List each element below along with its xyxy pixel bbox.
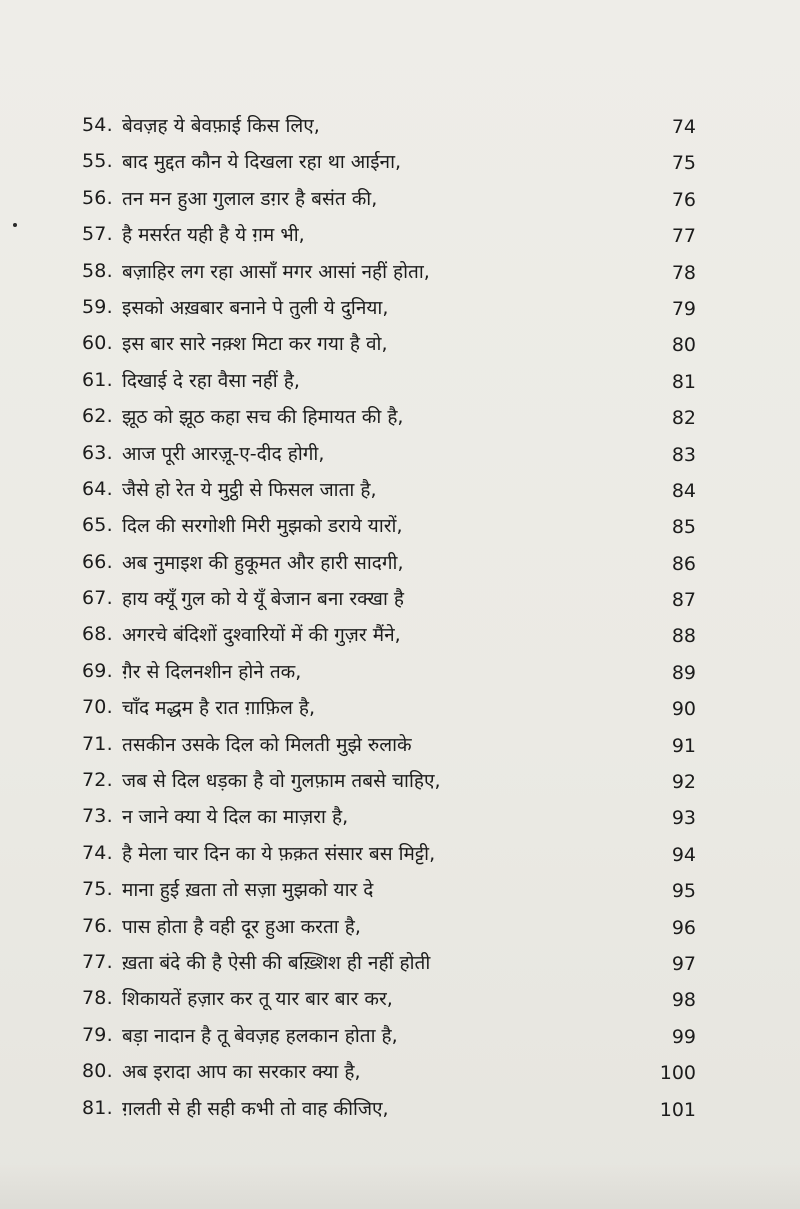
toc-entry [82, 727, 702, 763]
toc-entry-number: 66. [82, 550, 113, 573]
toc-entry-title: शिकायतें हज़ार कर तू यार बार बार कर, [122, 988, 393, 1011]
toc-entry-page-number: 74 [671, 116, 696, 138]
toc-entry-number: 56. [82, 186, 113, 209]
toc-entry [82, 654, 702, 690]
toc-entry-page-number: 83 [671, 443, 696, 466]
toc-entry [82, 472, 702, 508]
toc-entry-page-number: 100 [659, 1062, 696, 1085]
toc-entry [82, 763, 702, 799]
toc-entry-title: ग़ैर से दिलनशीन होने तक, [122, 660, 302, 683]
toc-entry-number: 62. [82, 405, 113, 428]
toc-entry-title: आज पूरी आरज़ू-ए-दीद होगी, [122, 442, 325, 465]
page-bottom-shadow [0, 1164, 800, 1209]
toc-entry-number: 63. [82, 441, 113, 464]
toc-entry [82, 436, 702, 472]
toc-entry-title: बड़ा नादान है तू बेवज़ह हलकान होता है, [122, 1024, 398, 1047]
toc-entry-number: 60. [82, 332, 113, 355]
toc-entry-title: माना हुई ख़ता तो सज़ा मुझको यार दे [122, 879, 374, 902]
toc-entry [82, 217, 702, 253]
toc-entry [82, 108, 702, 144]
toc-entry-title: अगरचे बंदिशों दुश्वारियों में की गुज़र मैंने, [122, 624, 401, 647]
toc-entry-page-number: 88 [671, 625, 696, 648]
toc-entry-number: 70. [82, 696, 113, 719]
toc-entry-title: बज़ाहिर लग रहा आसाँ मगर आसां नहीं होता, [122, 260, 430, 283]
toc-entry-title: दिखाई दे रहा वैसा नहीं है, [122, 369, 300, 392]
toc-entry [82, 545, 702, 581]
toc-entry-number: 72. [82, 769, 113, 792]
toc-entry-title: चाँद मद्धम है रात ग़ाफ़िल है, [122, 697, 315, 720]
toc-entry-title: तन मन हुआ गुलाल डग़र है बसंत की, [122, 187, 378, 210]
toc-entry [82, 290, 702, 326]
toc-entry-title: है मसर्रत यही है ये ग़म भी, [122, 224, 305, 247]
toc-entry-page-number: 97 [671, 952, 696, 975]
toc-entry-page-number: 75 [671, 152, 696, 175]
toc-entry [82, 690, 702, 726]
toc-entry-number: 75. [82, 878, 113, 901]
toc-entry-title: इसको अख़बार बनाने पे तुली ये दुनिया, [122, 296, 389, 319]
toc-entry-number: 58. [82, 259, 113, 282]
toc-entry-number: 76. [82, 914, 113, 937]
toc-entry [82, 909, 702, 945]
toc-entry [82, 799, 702, 835]
toc-entry-page-number: 95 [671, 880, 696, 903]
toc-entry [82, 326, 702, 362]
toc-entry [82, 181, 702, 217]
toc-entry [82, 872, 702, 908]
print-speck [13, 223, 17, 227]
toc-entry-title: जैसे हो रेत ये मुट्ठी से फिसल जाता है, [122, 478, 377, 501]
toc-entry-number: 71. [82, 732, 113, 755]
table-of-contents [82, 108, 702, 1127]
toc-entry-page-number: 101 [659, 1098, 696, 1121]
toc-entry-page-number: 85 [671, 516, 696, 539]
toc-entry-title: झूठ को झूठ कहा सच की हिमायत की है, [122, 406, 404, 429]
toc-entry [82, 399, 702, 435]
toc-entry-page-number: 80 [671, 334, 696, 357]
toc-entry [82, 363, 702, 399]
toc-entry-page-number: 91 [671, 734, 696, 757]
toc-entry-number: 65. [82, 514, 113, 537]
toc-entry-page-number: 92 [671, 771, 696, 794]
toc-entry-title: पास होता है वही दूर हुआ करता है, [122, 915, 361, 938]
toc-entry-page-number: 90 [671, 698, 696, 721]
toc-entry [82, 1091, 702, 1127]
toc-entry-title: ग़लती से ही सही कभी तो वाह कीजिए, [122, 1097, 389, 1120]
toc-entry-page-number: 84 [671, 479, 696, 502]
toc-entry-page-number: 94 [671, 843, 696, 866]
toc-entry-title: अब नुमाइश की हुकूमत और हारी सादगी, [122, 551, 404, 574]
toc-entry-page-number: 98 [671, 989, 696, 1012]
toc-entry-title: है मेला चार दिन का ये फ़क़त संसार बस मिट्टी, [122, 842, 436, 865]
toc-entry-number: 78. [82, 987, 113, 1010]
toc-entry-number: 59. [82, 295, 113, 318]
toc-entry-title: हाय क्यूँ गुल को ये यूँ बेजान बना रक्खा है [122, 588, 404, 611]
toc-entry-number: 54. [82, 114, 113, 136]
toc-entry-page-number: 93 [671, 807, 696, 830]
toc-entry-number: 57. [82, 223, 113, 246]
toc-entry [82, 1018, 702, 1054]
toc-entry-page-number: 87 [671, 589, 696, 612]
toc-entry-number: 79. [82, 1023, 113, 1046]
toc-entry [82, 617, 702, 653]
toc-entry-title: तसकीन उसके दिल को मिलती मुझे रुलाके [122, 733, 412, 756]
toc-entry-number: 69. [82, 659, 113, 682]
toc-entry-title: अब इरादा आप का सरकार क्या है, [122, 1061, 361, 1084]
toc-entry [82, 254, 702, 290]
toc-entry [82, 836, 702, 872]
toc-entry-page-number: 81 [671, 370, 696, 393]
toc-entry-page-number: 89 [671, 661, 696, 684]
toc-entry-number: 81. [82, 1096, 113, 1119]
toc-entry [82, 981, 702, 1017]
toc-entry-page-number: 77 [671, 225, 696, 248]
toc-entry-title: इस बार सारे नक़्श मिटा कर गया है वो, [122, 333, 388, 356]
toc-entry-page-number: 78 [671, 261, 696, 284]
toc-entry-number: 55. [82, 150, 113, 173]
toc-entry-title: न जाने क्या ये दिल का माज़रा है, [122, 806, 349, 829]
toc-entry-page-number: 99 [671, 1025, 696, 1048]
toc-entry [82, 1054, 702, 1090]
toc-entry-title: दिल की सरगोशी मिरी मुझको डराये यारों, [122, 515, 403, 538]
toc-entry-number: 61. [82, 368, 113, 391]
toc-entry [82, 945, 702, 981]
toc-entry-title: जब से दिल धड़का है वो गुलफ़ाम तबसे चाहिए, [122, 770, 441, 793]
toc-entry-page-number: 76 [671, 188, 696, 211]
toc-entry-title: ख़ता बंदे की है ऐसी की बख़्शिश ही नहीं होती [122, 951, 431, 974]
toc-entry [82, 508, 702, 544]
toc-entry-number: 80. [82, 1060, 113, 1083]
toc-entry-page-number: 86 [671, 552, 696, 575]
toc-entry-page-number: 79 [671, 297, 696, 320]
toc-entry [82, 581, 702, 617]
toc-entry-number: 68. [82, 623, 113, 646]
toc-entry-page-number: 82 [671, 407, 696, 430]
toc-entry-number: 67. [82, 587, 113, 610]
toc-entry-number: 77. [82, 950, 113, 973]
toc-entry-number: 64. [82, 477, 113, 500]
toc-entry-page-number: 96 [671, 916, 696, 939]
toc-entry [82, 144, 702, 180]
toc-entry-title: बाद मुद्दत कौन ये दिखला रहा था आईना, [122, 151, 402, 174]
toc-entry-title: बेवज़ह ये बेवफ़ाई किस लिए, [122, 115, 320, 137]
toc-entry-number: 73. [82, 805, 113, 828]
toc-entry-number: 74. [82, 841, 113, 864]
